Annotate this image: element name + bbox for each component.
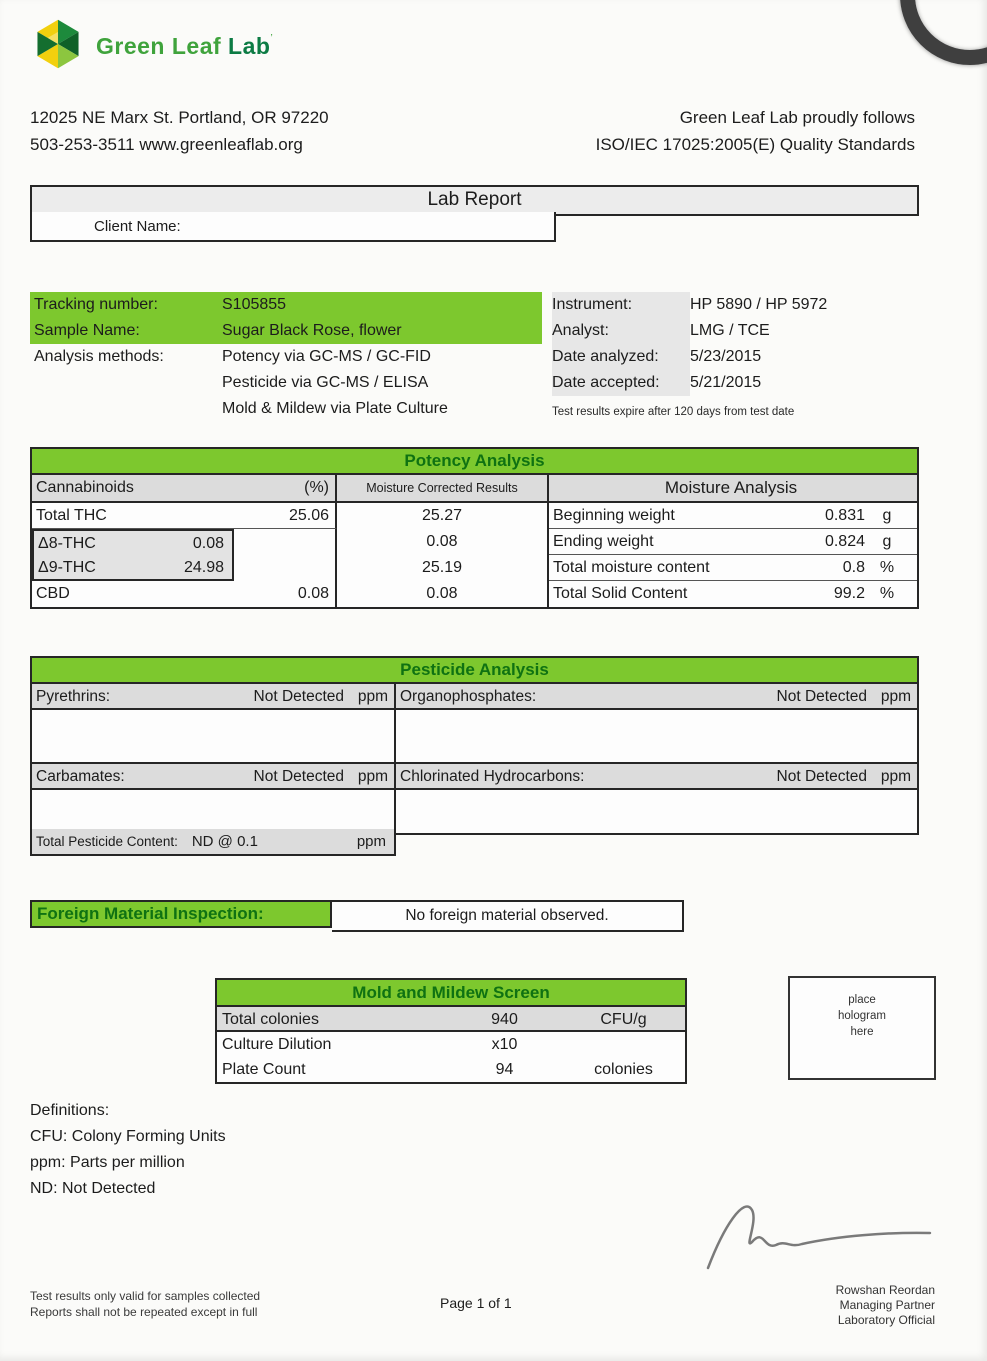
moisture-value: 0.8 — [842, 559, 865, 576]
date-analyzed-label: Date analyzed: — [552, 344, 690, 370]
moisture-value: 0.831 — [824, 507, 865, 524]
total-pesticide-row — [30, 829, 396, 856]
pesticide-unit: ppm — [880, 688, 911, 705]
date-analyzed-value: 5/23/2015 — [690, 348, 762, 365]
foreign-material-result: No foreign material observed. — [332, 900, 684, 932]
foreign-material-label: Foreign Material Inspection: — [30, 900, 332, 928]
moisture-value: 0.824 — [824, 533, 865, 550]
moisture-name: Ending weight — [553, 533, 654, 550]
date-accepted-label: Date accepted: — [552, 370, 690, 396]
d9-thc-cell — [32, 555, 337, 581]
definitions-title: Definitions: — [30, 1102, 110, 1119]
expiry-note: Test results expire after 120 days from test date — [552, 406, 795, 418]
scan-ring-artifact — [900, 0, 987, 65]
d9-thc-subcell — [32, 555, 234, 581]
carbamates-empty-cell — [32, 790, 394, 833]
pesticide-title: Pesticide Analysis — [32, 658, 917, 684]
potency-row-d9-thc — [32, 555, 917, 581]
pesticide-name: Organophosphates: — [400, 688, 537, 705]
sample-info-right — [552, 292, 952, 425]
cannabinoid-name: Δ9-THC — [38, 559, 96, 576]
page-title: Lab Report — [427, 189, 522, 210]
quality-standards — [596, 104, 915, 158]
culture-dilution-row — [217, 1032, 685, 1057]
pesticide-left-column — [32, 684, 396, 833]
mold-row-value: 940 — [491, 1011, 518, 1028]
total-pesticide-unit: ppm — [356, 833, 386, 850]
instrument-row — [552, 292, 952, 318]
moisture-unit: g — [882, 533, 892, 550]
cannabinoids-header-cell — [32, 475, 337, 501]
greenleaf-hex-logo-icon — [30, 16, 86, 77]
total-colonies-row — [217, 1007, 685, 1032]
analyst-label: Analyst: — [552, 318, 690, 344]
disclaimer-line-2: Reports shall not be repeated except in full — [30, 1305, 258, 1319]
sample-name-value: Sugar Black Rose, flower — [222, 322, 402, 339]
total-thc-cell — [32, 503, 337, 529]
moisture-analysis-header: Moisture Analysis — [549, 475, 917, 501]
d9-thc-corrected: 25.19 — [337, 555, 549, 581]
sample-info-left — [30, 292, 542, 422]
chlorinated-empty-cell — [396, 790, 917, 833]
mold-row-name: Plate Count — [222, 1061, 306, 1078]
date-analyzed-row — [552, 344, 952, 370]
mold-row-name: Culture Dilution — [222, 1036, 332, 1053]
analysis-methods-label: Analysis methods: — [34, 348, 164, 365]
pesticide-right-column — [396, 684, 917, 833]
pesticide-grid — [32, 684, 917, 833]
potency-row-cbd — [32, 581, 917, 607]
cannabinoid-percent: 0.08 — [297, 585, 329, 602]
mold-title: Mold and Mildew Screen — [217, 980, 685, 1007]
pesticide-result: Not Detected — [776, 768, 867, 785]
d8-thc-subcell — [32, 529, 234, 555]
mold-row-unit: CFU/g — [600, 1011, 647, 1028]
definition-nd: ND: Not Detected — [30, 1180, 156, 1197]
client-name-box — [30, 212, 556, 242]
cannabinoid-name: Total THC — [36, 507, 107, 524]
potency-row-total-thc — [32, 503, 917, 529]
brand-name — [96, 33, 273, 60]
standards-line-2: ISO/IEC 17025:2005(E) Quality Standards — [595, 135, 915, 154]
potency-row-d8-thc — [32, 529, 917, 555]
pesticide-analysis-table — [30, 656, 919, 835]
brand-name-green: Green Leaf — [96, 33, 229, 59]
page-number: Page 1 of 1 — [440, 1295, 512, 1311]
chlorinated-hydrocarbons-row — [396, 764, 917, 790]
date-accepted-value: 5/21/2015 — [690, 374, 762, 391]
analyst-value: LMG / TCE — [690, 322, 770, 339]
hologram-placeholder-box — [788, 976, 936, 1080]
brand-trademark: ’ — [270, 33, 274, 44]
pesticide-result: Not Detected — [253, 768, 344, 785]
moisture-row-content — [549, 555, 917, 581]
pesticide-unit: ppm — [357, 768, 388, 785]
hologram-line-1: place — [848, 994, 876, 1006]
moisture-unit: g — [882, 507, 892, 524]
organophosphates-empty-cell — [396, 710, 917, 764]
mold-row-unit: colonies — [594, 1061, 653, 1078]
footer-disclaimer — [30, 1288, 260, 1320]
standards-line-1: Green Leaf Lab proudly follows — [679, 108, 915, 127]
tracking-number-label: Tracking number: — [34, 296, 158, 313]
cbd-corrected: 0.08 — [337, 581, 549, 607]
signature-image — [698, 1188, 938, 1283]
moisture-unit: % — [879, 585, 895, 602]
pesticide-unit: ppm — [880, 768, 911, 785]
disclaimer-line-1: Test results only valid for samples collected — [30, 1289, 261, 1303]
pyrethrins-row — [32, 684, 394, 710]
cannabinoid-name: CBD — [36, 585, 70, 602]
instrument-value: HP 5890 / HP 5972 — [690, 296, 828, 313]
hologram-line-3: here — [850, 1026, 874, 1038]
instrument-label: Instrument: — [552, 292, 690, 318]
total-pesticide-value: ND @ 0.1 — [191, 833, 258, 850]
pesticide-result: Not Detected — [776, 688, 867, 705]
potency-header-row — [32, 475, 917, 503]
signatory-name: Rowshan Reordan — [835, 1283, 935, 1297]
tracking-number-value: S105855 — [222, 296, 287, 313]
moisture-unit: % — [879, 559, 895, 576]
moisture-name: Total Solid Content — [553, 585, 688, 602]
address-line-2: 503-253-3511 www.greenleaflab.org — [30, 135, 303, 154]
date-accepted-row — [552, 370, 952, 396]
analysis-method-1: Potency via GC-MS / GC-FID — [222, 348, 431, 365]
pesticide-name: Pyrethrins: — [36, 688, 111, 705]
definitions-section — [30, 1098, 226, 1202]
percent-header: (%) — [304, 479, 329, 496]
signatory-title-1: Managing Partner — [839, 1298, 935, 1312]
lab-address — [30, 104, 329, 158]
moisture-corrected-header: Moisture Corrected Results — [337, 475, 549, 501]
analysis-method-3: Mold & Mildew via Plate Culture — [222, 400, 448, 417]
organophosphates-row — [396, 684, 917, 710]
mold-row-unit — [562, 1032, 685, 1057]
signatory-title-2: Laboratory Official — [837, 1313, 935, 1327]
pesticide-name: Chlorinated Hydrocarbons: — [400, 768, 585, 785]
mold-row-value: x10 — [491, 1036, 518, 1053]
moisture-row-solid — [549, 581, 917, 607]
carbamates-row — [32, 764, 394, 790]
moisture-name: Total moisture content — [553, 559, 710, 576]
analysis-methods-row — [30, 344, 542, 370]
sample-name-row — [30, 318, 542, 344]
pyrethrins-empty-cell — [32, 710, 394, 764]
mold-mildew-table — [215, 978, 687, 1084]
definition-ppm: ppm: Parts per million — [30, 1154, 185, 1171]
cannabinoid-name: Δ8-THC — [38, 535, 96, 552]
brand-logo — [30, 16, 273, 77]
moisture-row-beginning — [549, 503, 917, 529]
mold-row-name: Total colonies — [222, 1011, 319, 1028]
address-line-1: 12025 NE Marx St. Portland, OR 97220 — [30, 108, 329, 127]
client-name-label: Client Name: — [94, 217, 181, 235]
d8-thc-cell — [32, 529, 337, 555]
analysis-method-2: Pesticide via GC-MS / ELISA — [222, 374, 429, 391]
total-thc-corrected: 25.27 — [337, 503, 549, 529]
analyst-row — [552, 318, 952, 344]
sample-name-label: Sample Name: — [34, 322, 140, 339]
cannabinoids-header: Cannabinoids — [36, 479, 134, 496]
hologram-line-2: hologram — [838, 1010, 886, 1022]
cannabinoid-percent: 0.08 — [192, 535, 224, 552]
pesticide-unit: ppm — [357, 688, 388, 705]
mold-row-value: 94 — [495, 1061, 514, 1078]
d8-thc-corrected: 0.08 — [337, 529, 549, 555]
total-pesticide-label: Total Pesticide Content: — [36, 834, 178, 849]
moisture-value: 99.2 — [833, 585, 865, 602]
moisture-row-ending — [549, 529, 917, 555]
moisture-name: Beginning weight — [553, 507, 675, 524]
definition-cfu: CFU: Colony Forming Units — [30, 1128, 226, 1145]
potency-analysis-table — [30, 447, 919, 609]
plate-count-row — [217, 1057, 685, 1082]
cannabinoid-percent: 25.06 — [288, 507, 329, 524]
cannabinoid-percent: 24.98 — [183, 559, 224, 576]
pesticide-name: Carbamates: — [36, 768, 125, 785]
signatory-block — [836, 1283, 935, 1328]
tracking-number-row — [30, 292, 542, 318]
potency-title: Potency Analysis — [32, 449, 917, 475]
pesticide-result: Not Detected — [253, 688, 344, 705]
cbd-cell — [32, 581, 337, 607]
brand-name-lab: Lab — [228, 33, 271, 59]
